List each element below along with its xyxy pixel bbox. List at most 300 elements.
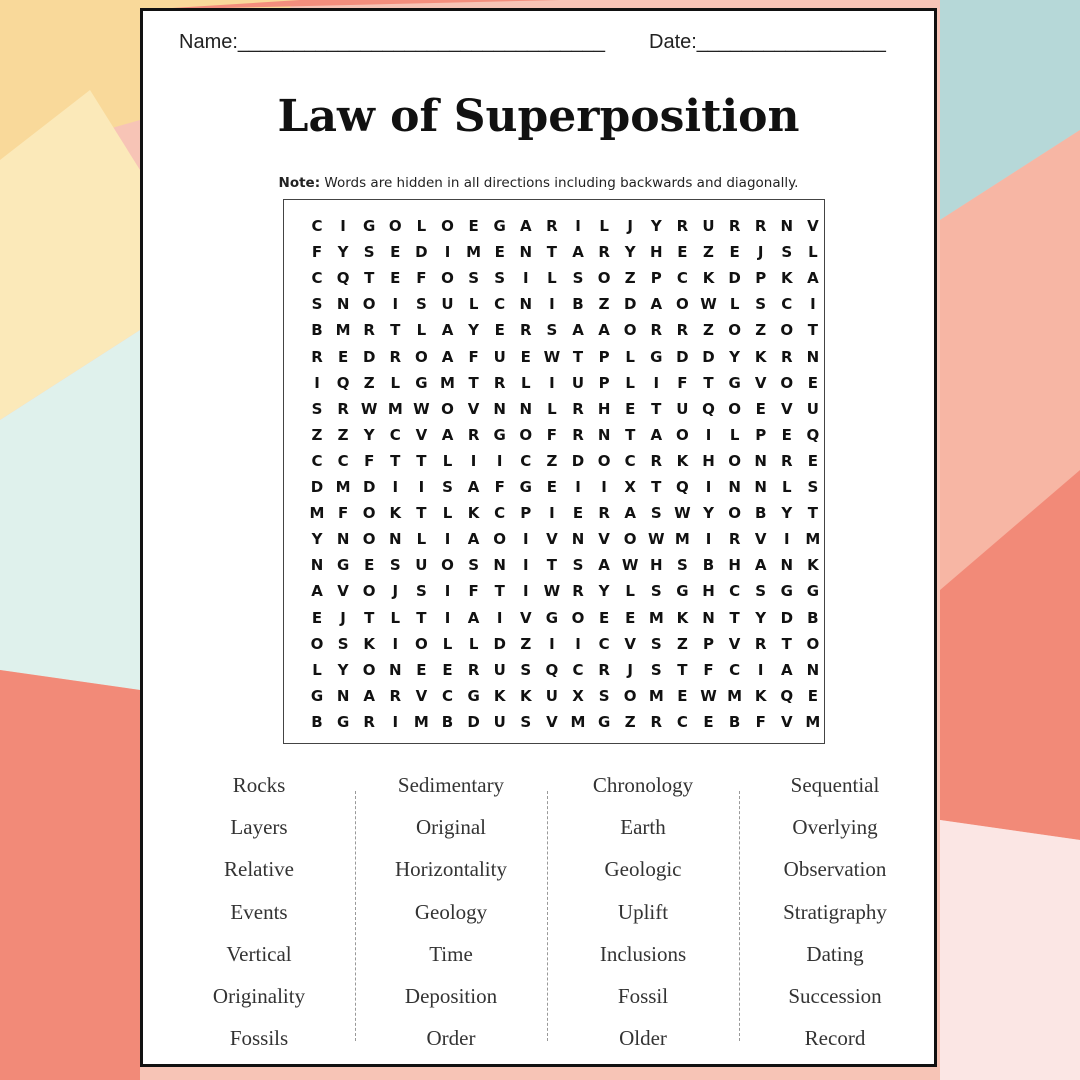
grid-letter: A xyxy=(807,269,819,288)
grid-row xyxy=(304,448,819,474)
grid-letter: K xyxy=(363,634,375,653)
grid-letter: L xyxy=(782,478,792,496)
grid-letter: M xyxy=(309,504,325,523)
grid-letter: A xyxy=(467,478,480,496)
grid-letter: M xyxy=(335,321,351,340)
grid-letter: S xyxy=(389,556,401,575)
word-list-item: Older xyxy=(619,1026,667,1051)
grid-letter: B xyxy=(754,504,767,523)
grid-letter: W xyxy=(543,347,561,366)
grid-letter: R xyxy=(389,686,402,705)
grid-letter: R xyxy=(676,321,689,340)
grid-letter: F xyxy=(468,347,479,366)
grid-letter: W xyxy=(674,504,691,523)
grid-letter: R xyxy=(598,660,610,679)
grid-letter: M xyxy=(440,373,455,392)
grid-letter: R xyxy=(311,347,323,366)
grid-letter: S xyxy=(468,556,479,575)
grid-letter: M xyxy=(805,712,821,731)
grid-letter: O xyxy=(597,269,611,288)
grid-letter: R xyxy=(676,217,689,235)
grid-letter: I xyxy=(705,478,712,496)
grid-letter: R xyxy=(493,373,506,392)
grid-row xyxy=(304,291,816,317)
grid-letter: O xyxy=(441,217,454,235)
grid-letter: V xyxy=(467,399,480,418)
grid-letter: O xyxy=(780,321,794,340)
grid-letter: E xyxy=(677,243,688,262)
grid-letter: E xyxy=(311,608,323,627)
grid-letter: W xyxy=(543,582,561,601)
grid-letter: Z xyxy=(703,243,714,262)
grid-row xyxy=(304,317,818,343)
grid-letter: E xyxy=(442,660,453,679)
grid-letter: E xyxy=(755,399,766,418)
grid-letter: T xyxy=(546,243,557,262)
grid-letter: D xyxy=(493,634,506,653)
grid-letter: E xyxy=(468,217,479,235)
grid-letter: B xyxy=(311,712,323,731)
grid-letter: R xyxy=(363,712,375,731)
grid-letter: C xyxy=(311,451,323,470)
grid-letter: E xyxy=(390,269,401,288)
grid-letter: O xyxy=(780,373,794,392)
grid-row xyxy=(304,500,818,526)
grid-letter: G xyxy=(493,425,506,444)
grid-letter: B xyxy=(572,295,584,314)
grid-letter: L xyxy=(416,321,427,340)
grid-letter: L xyxy=(390,373,401,392)
grid-row xyxy=(304,605,819,631)
grid-letter: A xyxy=(311,582,323,601)
grid-letter: F xyxy=(755,712,766,731)
grid-letter: K xyxy=(702,269,715,288)
grid-letter: C xyxy=(337,451,349,470)
grid-letter: I xyxy=(340,217,346,235)
word-list-item: Geology xyxy=(414,899,488,924)
grid-letter: N xyxy=(806,660,820,679)
grid-letter: L xyxy=(729,425,740,444)
grid-letter: S xyxy=(755,295,767,314)
word-list-item: Inclusions xyxy=(599,941,687,966)
grid-letter: N xyxy=(780,556,794,575)
grid-letter: J xyxy=(627,217,633,235)
grid-letter: G xyxy=(545,608,559,627)
grid-letter: U xyxy=(571,373,585,392)
grid-letter: S xyxy=(311,399,323,418)
grid-letter: I xyxy=(653,373,660,392)
grid-letter: C xyxy=(572,660,584,679)
grid-letter: I xyxy=(757,660,764,679)
grid-letter: S xyxy=(520,712,532,731)
grid-letter: W xyxy=(648,530,665,549)
grid-row xyxy=(304,239,818,265)
grid-letter: M xyxy=(387,399,403,418)
word-list-item: Rocks xyxy=(232,773,286,797)
grid-letter: Z xyxy=(598,295,610,314)
grid-letter: W xyxy=(700,295,717,314)
grid-letter: G xyxy=(676,582,689,601)
grid-letter: N xyxy=(780,217,794,235)
grid-letter: U xyxy=(441,295,454,314)
grid-letter: V xyxy=(807,217,819,235)
grid-letter: Z xyxy=(703,321,714,340)
grid-letter: I xyxy=(392,295,399,314)
grid-letter: A xyxy=(441,347,454,366)
worksheet xyxy=(140,8,937,1067)
grid-letter: F xyxy=(677,373,688,392)
grid-letter: Z xyxy=(337,425,349,444)
grid-letter: R xyxy=(781,347,793,366)
grid-letter: U xyxy=(493,347,506,366)
grid-letter: Y xyxy=(598,582,610,601)
grid-letter: R xyxy=(389,347,402,366)
word-list-item: Events xyxy=(230,899,288,924)
grid-letter: M xyxy=(805,530,821,549)
grid-letter: V xyxy=(598,530,610,549)
grid-letter: U xyxy=(493,660,506,679)
grid-letter: Q xyxy=(806,425,820,444)
word-list-item: Deposition xyxy=(404,983,498,1008)
word-list-item: Fossils xyxy=(229,1026,289,1051)
grid-letter: S xyxy=(415,295,427,314)
grid-letter: D xyxy=(623,295,637,314)
grid-letter: V xyxy=(519,608,532,627)
grid-row xyxy=(304,552,819,578)
grid-letter: Z xyxy=(363,373,375,392)
grid-letter: T xyxy=(703,373,714,392)
grid-letter: V xyxy=(754,373,767,392)
word-list-item: Horizontality xyxy=(395,857,507,882)
grid-letter: G xyxy=(650,347,663,366)
grid-letter: N xyxy=(389,530,402,549)
grid-letter: I xyxy=(549,373,555,392)
grid-letter: Z xyxy=(311,425,323,444)
grid-letter: R xyxy=(598,504,610,523)
grid-letter: A xyxy=(441,425,454,444)
grid-letter: R xyxy=(650,451,663,470)
grid-letter: Q xyxy=(676,478,689,496)
grid-letter: H xyxy=(650,243,663,262)
word-column xyxy=(355,771,547,1066)
grid-letter: T xyxy=(807,321,818,340)
grid-letter: D xyxy=(310,478,324,496)
grid-row xyxy=(304,396,819,422)
grid-letter: C xyxy=(441,686,453,705)
grid-letter: C xyxy=(676,712,688,731)
word-list-item: Stratigraphy xyxy=(783,899,887,924)
grid-letter: F xyxy=(468,582,479,601)
grid-letter: E xyxy=(781,425,792,444)
grid-letter: O xyxy=(441,269,454,288)
grid-letter: L xyxy=(468,634,479,653)
grid-letter: P xyxy=(598,373,610,392)
grid-letter: S xyxy=(572,556,584,575)
grid-letter: L xyxy=(442,634,453,653)
grid-letter: C xyxy=(598,634,610,653)
grid-letter: G xyxy=(336,556,350,575)
grid-letter: S xyxy=(807,478,819,496)
grid-letter: O xyxy=(519,425,533,444)
grid-letter: X xyxy=(624,478,636,496)
grid-letter: O xyxy=(493,530,507,549)
grid-letter: Y xyxy=(337,660,349,679)
instructions-note xyxy=(143,175,934,191)
grid-letter: R xyxy=(467,660,480,679)
grid-letter: R xyxy=(572,425,584,444)
grid-letter: V xyxy=(546,712,558,731)
grid-letter: C xyxy=(494,295,506,314)
grid-letter: V xyxy=(624,634,636,653)
grid-letter: K xyxy=(754,686,767,705)
grid-letter: E xyxy=(729,243,740,262)
grid-row xyxy=(304,578,820,604)
word-list-item: Chronology xyxy=(592,773,694,797)
grid-row xyxy=(304,265,819,291)
grid-letter: S xyxy=(598,686,610,705)
grid-letter: W xyxy=(413,399,430,418)
grid-letter: N xyxy=(754,478,767,496)
grid-letter: A xyxy=(598,556,610,575)
grid-letter: B xyxy=(702,556,715,575)
grid-letter: T xyxy=(729,608,740,627)
grid-letter: H xyxy=(702,451,715,470)
grid-letter: M xyxy=(335,478,351,496)
grid-letter: Q xyxy=(545,660,559,679)
grid-letter: F xyxy=(337,504,349,523)
grid-letter: G xyxy=(415,373,428,392)
grid-letter: N xyxy=(336,686,350,705)
grid-letter: T xyxy=(572,347,584,366)
grid-letter: A xyxy=(467,530,480,549)
grid-letter: T xyxy=(494,582,505,601)
grid-letter: L xyxy=(547,269,557,288)
grid-letter: I xyxy=(523,269,529,288)
grid-letter: E xyxy=(598,608,610,627)
grid-letter: C xyxy=(389,425,401,444)
grid-letter: J xyxy=(757,243,764,262)
word-list-item: Earth xyxy=(620,815,666,840)
grid-letter: U xyxy=(702,217,715,235)
grid-letter: I xyxy=(496,608,503,627)
grid-letter: M xyxy=(648,686,664,705)
grid-letter: K xyxy=(780,269,793,288)
name-field-label: Name:_________________________________ xyxy=(179,31,605,53)
grid-letter: I xyxy=(705,530,712,549)
grid-row xyxy=(304,709,821,735)
grid-letter: T xyxy=(625,425,636,444)
grid-letter: A xyxy=(754,556,767,575)
grid-letter: N xyxy=(728,478,741,496)
grid-letter: A xyxy=(467,608,480,627)
word-list-item: Sedimentary xyxy=(397,773,505,797)
grid-letter: I xyxy=(314,373,320,392)
grid-letter: W xyxy=(700,686,717,705)
grid-letter: S xyxy=(676,556,688,575)
word-list-item: Succession xyxy=(788,983,882,1008)
grid-letter: S xyxy=(494,269,506,288)
word-list-item: Layers xyxy=(230,815,288,840)
grid-letter: R xyxy=(572,582,584,601)
grid-letter: G xyxy=(336,712,350,731)
grid-letter: B xyxy=(807,608,819,627)
grid-letter: Z xyxy=(624,712,636,731)
grid-letter: T xyxy=(364,608,375,627)
word-list-item: Time xyxy=(429,941,473,966)
grid-letter: P xyxy=(598,347,610,366)
grid-letter: E xyxy=(807,373,819,392)
grid-letter: L xyxy=(625,373,635,392)
grid-letter: K xyxy=(807,556,819,575)
grid-letter: R xyxy=(598,243,610,262)
word-list-item: Overlying xyxy=(792,815,878,840)
grid-letter: O xyxy=(806,634,820,653)
grid-letter: H xyxy=(702,582,715,601)
grid-letter: S xyxy=(337,634,349,653)
grid-letter: X xyxy=(572,686,584,705)
grid-letter: O xyxy=(623,686,637,705)
grid-letter: Q xyxy=(336,269,350,288)
grid-letter: L xyxy=(416,217,427,235)
grid-letter: G xyxy=(493,217,506,235)
grid-letter: I xyxy=(523,530,529,549)
grid-letter: W xyxy=(360,399,378,418)
grid-letter: N xyxy=(336,295,350,314)
grid-letter: S xyxy=(650,582,662,601)
grid-letter: K xyxy=(493,686,506,705)
grid-letter: J xyxy=(340,608,346,627)
grid-letter: N xyxy=(519,295,533,314)
grid-letter: L xyxy=(547,399,557,418)
grid-letter: Z xyxy=(676,634,688,653)
grid-letter: Y xyxy=(729,347,741,366)
grid-letter: O xyxy=(362,295,376,314)
grid-letter: Z xyxy=(624,269,636,288)
grid-letter: N xyxy=(571,530,585,549)
grid-letter: U xyxy=(676,399,689,418)
grid-letter: O xyxy=(728,451,741,470)
grid-letter: E xyxy=(337,347,349,366)
grid-letter: S xyxy=(468,269,479,288)
grid-letter: C xyxy=(624,451,636,470)
word-list-item: Geologic xyxy=(604,857,682,882)
grid-letter: R xyxy=(728,217,741,235)
grid-letter: A xyxy=(519,217,532,235)
grid-letter: Y xyxy=(468,321,480,340)
grid-letter: O xyxy=(728,399,741,418)
grid-letter: T xyxy=(546,556,557,575)
grid-letter: O xyxy=(415,634,428,653)
grid-letter: E xyxy=(807,686,819,705)
grid-letter: V xyxy=(415,686,428,705)
grid-letter: V xyxy=(780,712,793,731)
grid-letter: R xyxy=(572,399,584,418)
grid-letter: R xyxy=(650,712,663,731)
word-search-grid xyxy=(283,199,825,744)
grid-letter: C xyxy=(520,451,532,470)
grid-letter: C xyxy=(781,295,793,314)
grid-letter: Q xyxy=(702,399,715,418)
grid-row xyxy=(304,631,820,657)
grid-letter: R xyxy=(546,217,558,235)
grid-letter: Z xyxy=(520,634,532,653)
grid-letter: E xyxy=(807,451,819,470)
grid-letter: I xyxy=(549,634,555,653)
grid-letter: V xyxy=(337,582,349,601)
grid-letter: S xyxy=(363,243,375,262)
grid-letter: C xyxy=(311,217,323,235)
grid-letter: T xyxy=(651,399,662,418)
grid-letter: K xyxy=(676,608,689,627)
word-list-item: Dating xyxy=(806,941,864,966)
grid-letter: F xyxy=(703,660,714,679)
grid-row xyxy=(304,213,819,239)
grid-letter: P xyxy=(520,504,532,523)
grid-letter: E xyxy=(364,556,375,575)
grid-letter: I xyxy=(601,478,607,496)
grid-letter: Y xyxy=(337,243,349,262)
grid-letter: E xyxy=(625,399,636,418)
grid-letter: Y xyxy=(755,608,767,627)
grid-letter: U xyxy=(806,399,819,418)
word-list-item: Sequential xyxy=(790,773,880,797)
grid-letter: J xyxy=(627,660,633,679)
word-column xyxy=(163,771,355,1066)
grid-letter: O xyxy=(441,399,454,418)
grid-letter: T xyxy=(677,660,688,679)
grid-letter: A xyxy=(441,321,454,340)
grid-letter: D xyxy=(676,347,689,366)
grid-letter: I xyxy=(392,478,399,496)
grid-letter: N xyxy=(806,347,820,366)
grid-letter: N xyxy=(389,660,402,679)
grid-letter: T xyxy=(807,504,818,523)
grid-letter: P xyxy=(650,269,662,288)
grid-letter: E xyxy=(703,712,714,731)
date-field-label: Date:_________________ xyxy=(649,31,886,53)
grid-letter: C xyxy=(729,660,741,679)
grid-letter: L xyxy=(468,295,479,314)
grid-letter: E xyxy=(390,243,401,262)
grid-letter: H xyxy=(650,556,663,575)
grid-letter: I xyxy=(523,582,529,601)
grid-letter: T xyxy=(416,608,427,627)
grid-letter: Y xyxy=(311,530,323,549)
word-list-item: Uplift xyxy=(617,899,669,924)
grid-letter: G xyxy=(728,373,741,392)
grid-letter: L xyxy=(312,660,322,679)
grid-letter: K xyxy=(676,451,689,470)
grid-letter: R xyxy=(754,217,767,235)
word-list xyxy=(163,771,931,1051)
grid-letter: O xyxy=(388,217,402,235)
grid-letter: T xyxy=(390,451,401,470)
grid-letter: U xyxy=(415,556,428,575)
grid-letter: T xyxy=(364,269,375,288)
word-list-item: Fossil xyxy=(617,983,669,1008)
grid-letter: R xyxy=(754,634,767,653)
grid-letter: O xyxy=(415,347,428,366)
grid-letter: O xyxy=(623,530,637,549)
grid-letter: U xyxy=(545,686,558,705)
grid-letter: F xyxy=(494,478,505,496)
grid-letter: B xyxy=(441,712,454,731)
grid-letter: L xyxy=(625,347,635,366)
note-text: Words are hidden in all directions including backwards and diagonally. xyxy=(320,175,799,191)
grid-letter: O xyxy=(362,530,376,549)
grid-letter: E xyxy=(546,478,558,496)
grid-letter: F xyxy=(546,425,558,444)
